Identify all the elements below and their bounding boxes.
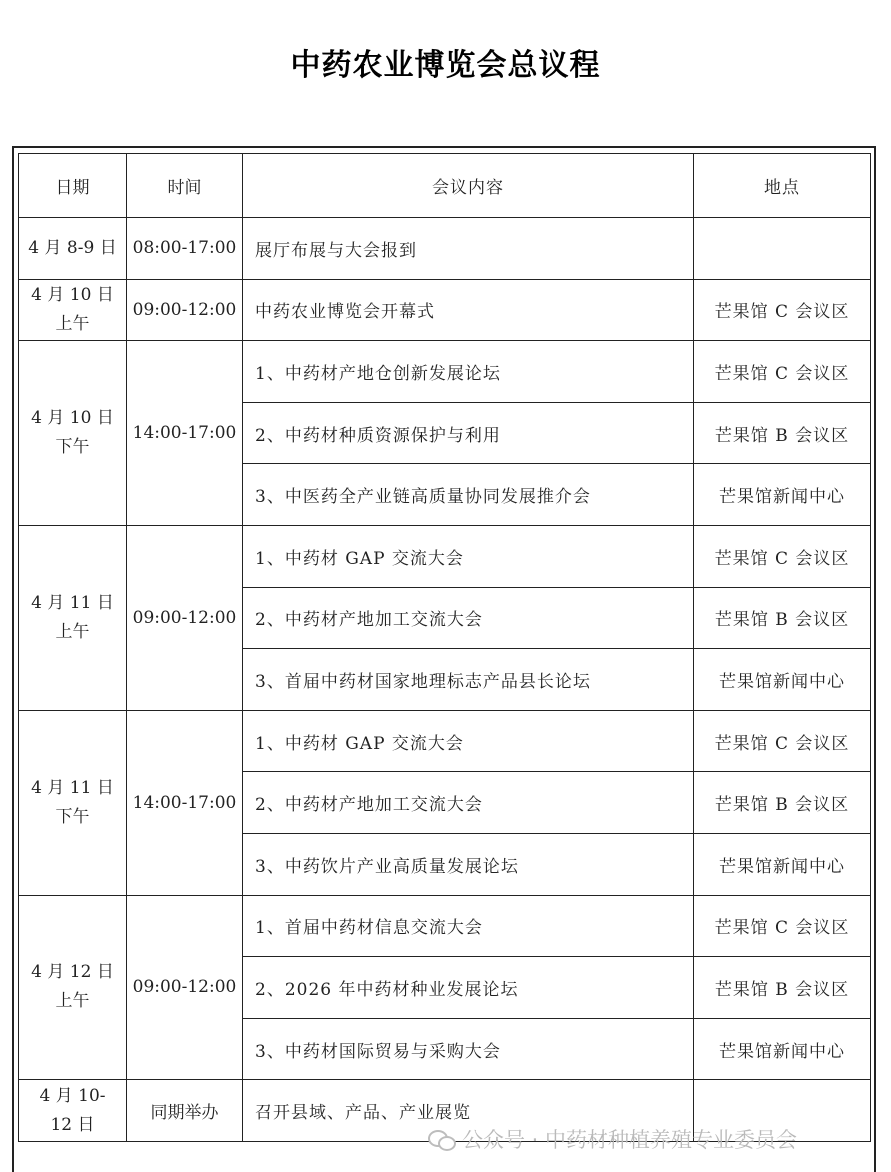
- location-cell: 芒果馆 B 会议区: [694, 402, 871, 464]
- date-line: 4 月 11 日: [31, 777, 114, 798]
- content-cell: 2、2026 年中药材种业发展论坛: [243, 957, 694, 1019]
- header-location: 地点: [694, 154, 871, 218]
- date-line: 12 日: [50, 1114, 95, 1135]
- date-line: 上午: [55, 621, 90, 642]
- table-row: [19, 279, 871, 341]
- date-line: 4 月 10 日: [31, 284, 114, 305]
- time-cell: 14:00-17:00: [127, 710, 243, 895]
- date-cell: [19, 341, 127, 526]
- content-cell: 3、首届中药材国家地理标志产品县长论坛: [243, 649, 694, 711]
- agenda-body: [19, 218, 871, 1142]
- location-cell: 芒果馆新闻中心: [694, 649, 871, 711]
- content-cell: 中药农业博览会开幕式: [243, 279, 694, 341]
- location-cell: [694, 218, 871, 280]
- date-cell: [19, 895, 127, 1080]
- header-content: 会议内容: [243, 154, 694, 218]
- table-row: [19, 895, 871, 957]
- header-row: [19, 154, 871, 218]
- content-cell: 1、中药材 GAP 交流大会: [243, 710, 694, 772]
- table-row: [19, 525, 871, 587]
- location-cell: 芒果馆 C 会议区: [694, 279, 871, 341]
- date-line: 4 月 8-9 日: [28, 237, 117, 258]
- location-cell: 芒果馆 C 会议区: [694, 710, 871, 772]
- location-cell: 芒果馆新闻中心: [694, 833, 871, 895]
- date-line: 4 月 12 日: [31, 962, 114, 983]
- date-line: 4 月 11 日: [31, 592, 114, 613]
- watermark-text: 公众号 · 中药材种植养殖专业委员会: [462, 1128, 798, 1152]
- content-cell: 1、中药材产地仓创新发展论坛: [243, 341, 694, 403]
- date-line: 4 月 10-: [39, 1085, 106, 1106]
- location-cell: 芒果馆 C 会议区: [694, 525, 871, 587]
- location-cell: 芒果馆 B 会议区: [694, 587, 871, 649]
- location-cell: 芒果馆 C 会议区: [694, 895, 871, 957]
- time-cell: 同期举办: [127, 1080, 243, 1142]
- date-cell: [19, 525, 127, 710]
- table-row: [19, 341, 871, 403]
- date-line: 上午: [55, 991, 90, 1012]
- watermark: [428, 1124, 797, 1154]
- date-line: 上午: [55, 313, 90, 334]
- content-cell: 2、中药材产地加工交流大会: [243, 587, 694, 649]
- date-line: 下午: [55, 806, 90, 827]
- table-row: [19, 218, 871, 280]
- time-cell: 08:00-17:00: [127, 218, 243, 280]
- date-cell: [19, 710, 127, 895]
- content-cell: 召开县域、产品、产业展览: [243, 1080, 694, 1142]
- location-cell: 芒果馆 B 会议区: [694, 957, 871, 1019]
- page-title: 中药农业博览会总议程: [290, 48, 601, 83]
- header-date: 日期: [19, 154, 127, 218]
- time-cell: 09:00-12:00: [127, 279, 243, 341]
- date-cell: [19, 1080, 127, 1142]
- date-line: 下午: [55, 437, 90, 458]
- location-cell: 芒果馆 C 会议区: [694, 341, 871, 403]
- wechat-icon: [428, 1128, 456, 1150]
- content-cell: 1、中药材 GAP 交流大会: [243, 525, 694, 587]
- time-cell: 09:00-12:00: [127, 525, 243, 710]
- content-cell: 2、中药材种质资源保护与利用: [243, 402, 694, 464]
- date-cell: [19, 218, 127, 280]
- time-cell: 09:00-12:00: [127, 895, 243, 1080]
- content-cell: 3、中药材国际贸易与采购大会: [243, 1018, 694, 1080]
- time-cell: 14:00-17:00: [127, 341, 243, 526]
- content-cell: 3、中医药全产业链高质量协同发展推介会: [243, 464, 694, 526]
- content-cell: 展厅布展与大会报到: [243, 218, 694, 280]
- table-row: [19, 710, 871, 772]
- content-cell: 2、中药材产地加工交流大会: [243, 772, 694, 834]
- location-cell: 芒果馆 B 会议区: [694, 772, 871, 834]
- date-cell: [19, 279, 127, 341]
- content-cell: 3、中药饮片产业高质量发展论坛: [243, 833, 694, 895]
- location-cell: 芒果馆新闻中心: [694, 464, 871, 526]
- content-cell: 1、首届中药材信息交流大会: [243, 895, 694, 957]
- date-line: 4 月 10 日: [31, 408, 114, 429]
- location-cell: 芒果馆新闻中心: [694, 1018, 871, 1080]
- agenda-table: [18, 153, 871, 1142]
- header-time: 时间: [127, 154, 243, 218]
